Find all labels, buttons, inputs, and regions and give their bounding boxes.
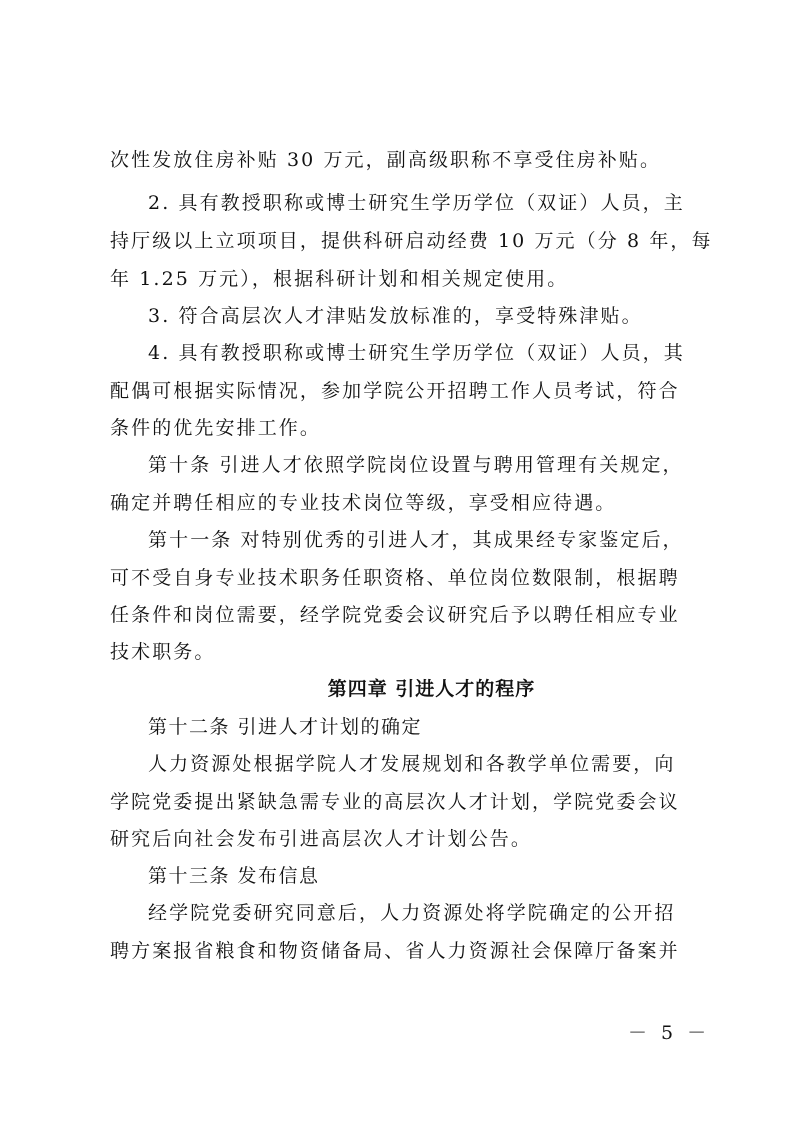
paragraph-line: 年 1.25 万元），根据科研计划和相关规定使用。	[110, 268, 569, 290]
article-thirteen-title: 第十三条 发布信息	[148, 865, 320, 887]
page-number: － 5 －	[628, 1022, 711, 1044]
paragraph-line: 经学院党委研究同意后，人力资源处将学院确定的公开招	[148, 902, 676, 924]
paragraph-line: 次性发放住房补贴 30 万元，副高级职称不享受住房补贴。	[110, 149, 662, 171]
paragraph-line: 2. 具有教授职称或博士研究生学历学位（双证）人员，主	[148, 192, 685, 214]
paragraph-line: 学院党委提出紧缺急需专业的高层次人才计划，学院党委会议	[110, 791, 680, 813]
paragraph-line: 人力资源处根据学院人才发展规划和各教学单位需要，向	[148, 753, 676, 775]
paragraph-line: 持厅级以上立项项目，提供科研启动经费 10 万元（分 8 年，每	[110, 230, 713, 252]
paragraph-line: 技术职务。	[110, 641, 216, 663]
paragraph-line: 任条件和岗位需要，经学院党委会议研究后予以聘任相应专业	[110, 604, 680, 626]
paragraph-line: 4. 具有教授职称或博士研究生学历学位（双证）人员，其	[148, 342, 685, 364]
paragraph-line: 配偶可根据实际情况，参加学院公开招聘工作人员考试，符合	[110, 380, 680, 402]
chapter-heading-text: 第四章 引进人才的程序	[327, 678, 536, 700]
paragraph-line: 3. 符合高层次人才津贴发放标准的，享受特殊津贴。	[148, 305, 643, 327]
paragraph-line: 可不受自身专业技术职务任职资格、单位岗位数限制，根据聘	[110, 567, 680, 589]
chapter-heading	[0, 676, 793, 702]
article-eleven-line: 第十一条 对特别优秀的引进人才，其成果经专家鉴定后，	[148, 529, 684, 551]
article-twelve-title: 第十二条 引进人才计划的确定	[148, 716, 423, 738]
paragraph-line: 确定并聘任相应的专业技术岗位等级，享受相应待遇。	[110, 492, 617, 514]
paragraph-line: 条件的优先安排工作。	[110, 417, 322, 439]
article-ten-line: 第十条 引进人才依照学院岗位设置与聘用管理有关规定，	[148, 454, 684, 476]
paragraph-line: 研究后向社会发布引进高层次人才计划公告。	[110, 828, 533, 850]
paragraph-line: 聘方案报省粮食和物资储备局、省人力资源社会保障厅备案并	[110, 940, 680, 962]
